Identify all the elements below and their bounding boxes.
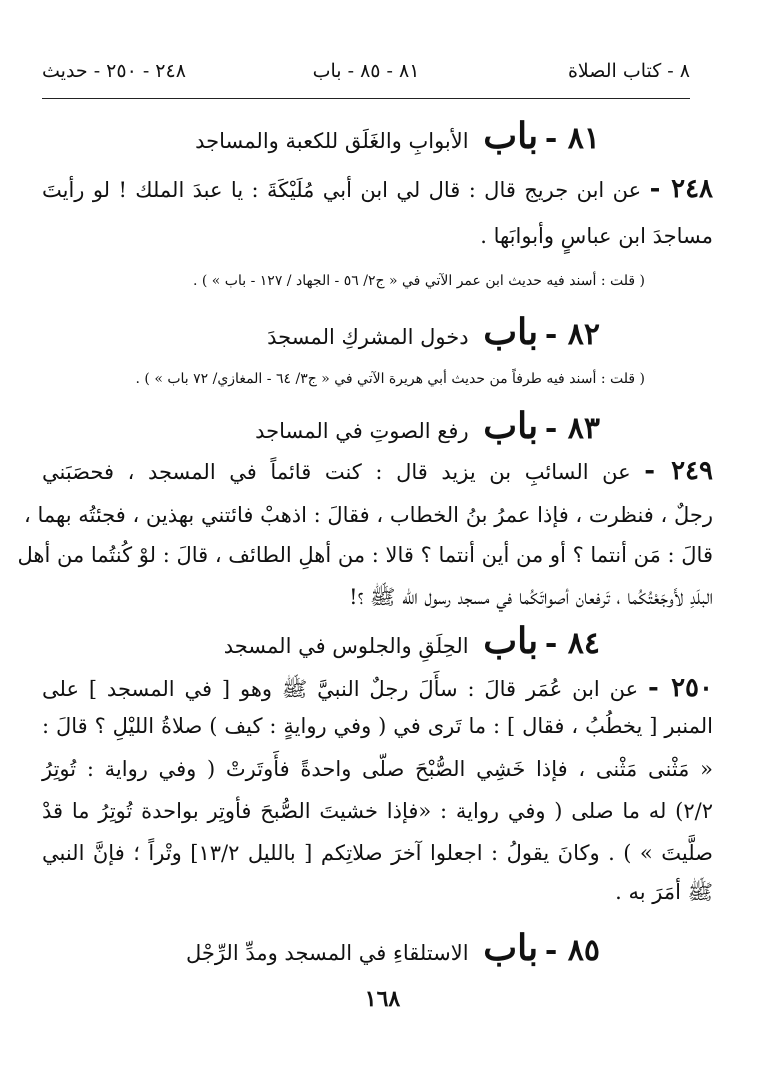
hadith-250-line-4: ٢/٢) له ما صلى ( وفي رواية : «فإذا خشيتَ الصُّبحَ فأوتِر بواحدة تُوتِرُ ما قدْ [42,799,713,823]
chapter-number: ٨٢ - [544,317,600,352]
bab-word: باب [483,311,539,353]
hadith-248-line-1 [42,176,713,202]
header-hadith-range: ٢٤٨ - ٢٥٠ - حديث [42,60,186,82]
chapter-number: ٨٣ - [544,411,600,446]
chapter-title: الأبوابِ والغَلَق للكعبة والمساجد [195,129,469,153]
hadith-250-line-5: صلَّيتَ » ) . وكانَ يقولُ : اجعلوا آخرَ صلاتِكم [ بالليل ١٣/٢] وتْراً ؛ فإنَّ النبي [42,841,713,865]
hadith-249-line-4: البلَدِ لأَوجَعْتُكُما ، تَرفعان أصواتَكُما في مسجد رسول الله ﷺ ؟! [349,585,713,609]
chapter-number: ٨١ - [544,121,600,156]
header-book-title: ٨ - كتاب الصلاة [567,60,690,82]
chapter-title: دخول المشركِ المسجدَ [267,325,469,349]
hadith-248-line-2: مساجدَ ابن عباسٍ وأبوابَها . [480,224,713,248]
hadith-number: ٢٥٠ - [648,673,713,703]
hadith-number: ٢٤٩ - [644,456,713,486]
chapter-84-heading [42,620,600,662]
hadith-249-line-1 [42,458,713,484]
hadith-text: عن السائبِ بن يزيد قال : كنت قائماً في المسجد ، فحصَبَني [42,460,631,484]
chapter-number: ٨٤ - [544,626,600,661]
chapter-85-heading [42,927,600,969]
chapter-title: الاستلقاءِ في المسجد ومدِّ الرِّجْل [185,941,469,965]
bab-word: باب [483,620,539,662]
bab-word: باب [483,405,539,447]
bab-word: باب [483,927,539,969]
chapter-82-heading [42,311,600,353]
hadith-text: عن ابن جريج قال : قال لي ابن أبي مُلَيْكَةَ : يا عبدَ الملك ! لو رأيتَ [42,178,642,202]
running-header [42,50,690,98]
page-number: ١٦٨ [364,986,401,1012]
hadith-text: عن ابن عُمَر قالَ : سأَلَ رجلٌ النبيَّ ﷺ وهو [ في المسجد ] على [42,677,639,701]
hadith-250-line-3: « مَثْنى مَثْنى ، فإذا خَشِي الصُّبْحَ صلّى واحدةً فأَوتَرتْ ( وفي رواية : تُوتِرُ [42,757,713,781]
chapter-title: الحِلَقِ والجلوس في المسجد [223,634,469,658]
chapter-title: رفع الصوتِ في المساجد [255,419,469,443]
bab-word: باب [483,115,539,157]
header-chapter-range: ٨١ - ٨٥ - باب [312,60,420,82]
editor-note-1: ( قلت : أسند فيه حديث ابن عمر الآتي في « ج٢/ ٥٦ - الجهاد / ١٢٧ - باب » ) . [192,273,645,289]
hadith-250-line-2: المنبر [ يخطُبُ ، فقال ] : ما تَرى في ( وفي روايةٍ : كيف ) صلاةُ الليْلِ ؟ قالَ : [42,714,713,738]
editor-note-2: ( قلت : أسند فيه طرفاً من حديث أبي هريرة الآتي في « ج٣/ ٦٤ - المغازي/ ٧٢ باب » ) . [135,371,645,387]
hadith-250-line-6: ﷺ أمَرَ به . [615,880,713,904]
header-divider [42,98,690,99]
hadith-number: ٢٤٨ - [649,174,714,204]
hadith-250-line-1 [42,675,713,701]
chapter-number: ٨٥ - [544,933,600,968]
chapter-83-heading [42,405,600,447]
hadith-249-line-3: قالَ : مَن أنتما ؟ أو من أين أنتما ؟ قالا : من أهلِ الطائف ، قالَ : لوْ كُنتُما من أهل [17,543,713,567]
chapter-81-heading [42,115,600,157]
hadith-249-line-2: رجلٌ ، فنظرت ، فإذا عمرُ بنُ الخطاب ، فقالَ : اذهبْ فائتني بهذين ، فجئتُه بهما ، [24,503,713,527]
